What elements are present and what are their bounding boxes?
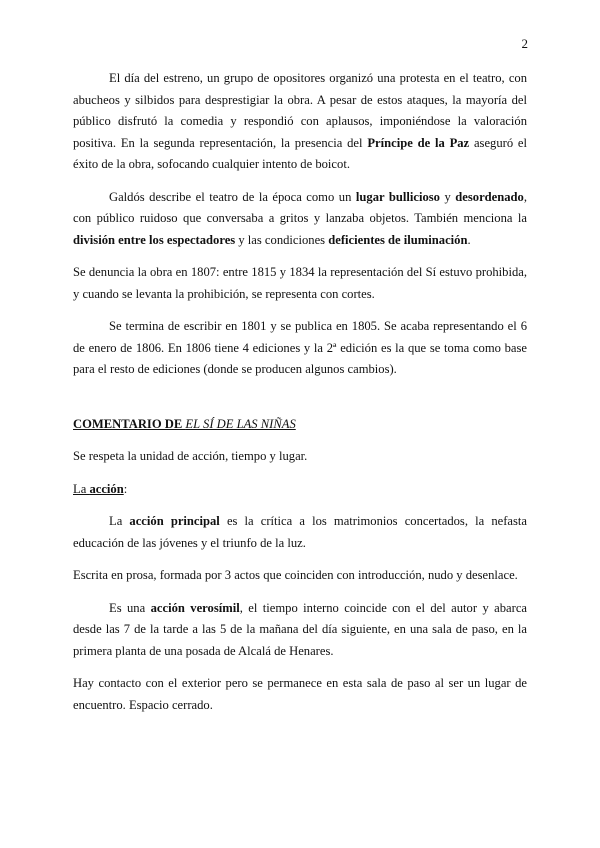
paragraph-espacio: Hay contacto con el exterior pero se permanece en esta sala de paso al ser un lugar de encuentro. Espacio cerrado.: [73, 676, 527, 712]
document-body: [73, 68, 527, 727]
paragraph-galdos: Galdós describe el teatro de la época como un lugar bullicioso y desordenado, con público ruidoso que conversaba a gritos y lanzaba objetos. También menciona la división entre los espectadores y las condiciones deficientes de iluminación.: [73, 189, 528, 247]
section-heading: COMENTARIO DE EL SÍ DE LAS NIÑAS: [73, 416, 296, 431]
paragraph-estreno: El día del estreno, un grupo de opositores organizó una protesta en el teatro, con abucheos y silbidos para desprestigiar la obra. A pesar de estos ataques, la mayoría del público disfrutó la comedia y respondió con aplausos, imponiéndose la valoración positiva. En la segunda representación, la presencia del Príncipe de la Paz aseguró el éxito de la obra, sofocando cualquier intento de boicot.: [73, 71, 527, 171]
paragraph-unidad: Se respeta la unidad de acción, tiempo y lugar.: [73, 449, 308, 463]
paragraph-accion-principal: La acción principal es la crítica a los matrimonios concertados, la nefasta educación de las jóvenes y el triunfo de la luz.: [73, 514, 527, 550]
paragraph-verosimil: Es una acción verosímil, el tiempo interno coincide con el del autor y abarca desde las 7 de la tarde a las 5 de la mañana del día siguiente, en una sala de paso, en la primera planta de una posada de Alcalá de Henares.: [73, 600, 527, 658]
paragraph-publicacion: Se termina de escribir en 1801 y se publica en 1805. Se acaba representando el 6 de enero de 1806. En 1806 tiene 4 ediciones y la 2ª edición es la que se toma como base para el resto de ediciones (donde se producen algunos cambios).: [73, 319, 527, 376]
paragraph-denuncia: Se denuncia la obra en 1807: entre 1815 y 1834 la representación del Sí estuvo prohibida, y cuando se levanta la prohibición, se representa con cortes.: [73, 265, 527, 301]
subheading-accion: La acción:: [73, 481, 128, 496]
page-number: 2: [521, 36, 528, 51]
paragraph-prosa: Escrita en prosa, formada por 3 actos que coinciden con introducción, nudo y desenlace.: [73, 568, 518, 582]
